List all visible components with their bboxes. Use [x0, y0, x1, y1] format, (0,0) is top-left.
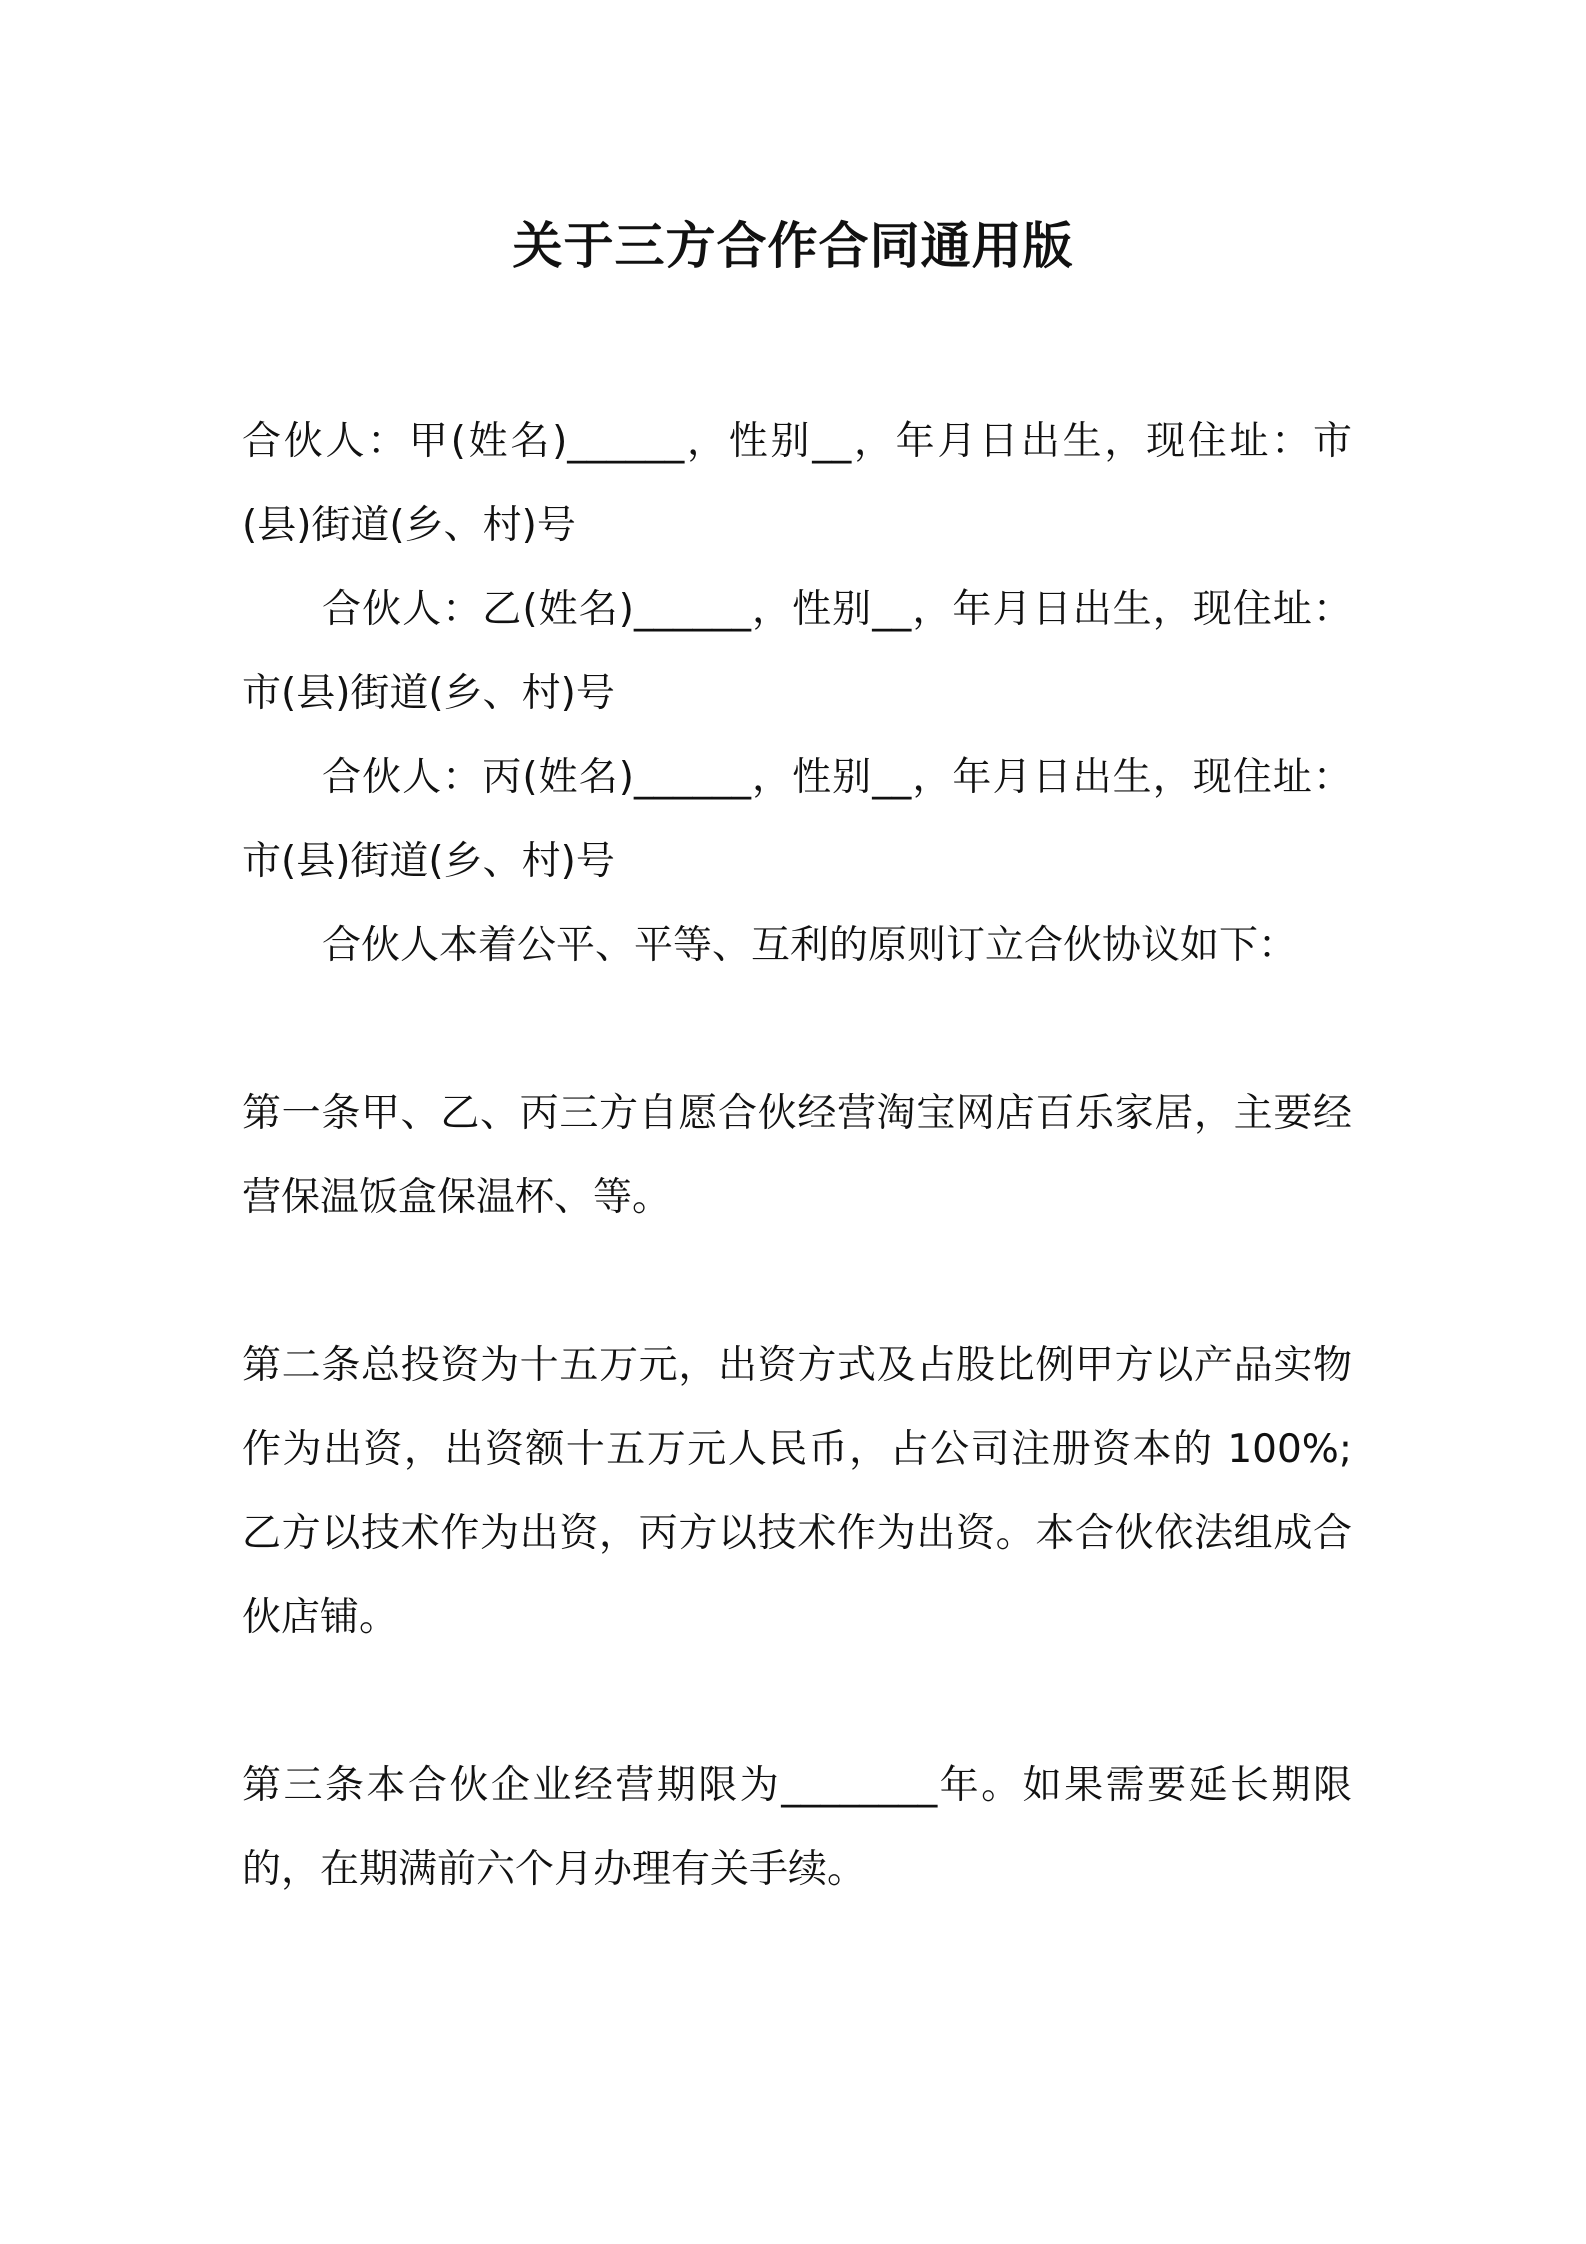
partner-a-paragraph: 合伙人：甲(姓名)______，性别__，年月日出生，现住址：市(县)街道(乡、村)号 [242, 419, 1352, 548]
paragraph-spacer [242, 1240, 1352, 1324]
paragraph-spacer [242, 988, 1352, 1072]
agreement-intro-paragraph: 合伙人本着公平、平等、互利的原则订立合伙协议如下： [322, 923, 1298, 968]
document-title: 关于三方合作合同通用版 [512, 217, 1074, 275]
article-2-paragraph: 第二条总投资为十五万元，出资方式及占股比例甲方以产品实物作为出资，出资额十五万元人民币，占公司注册资本的 100%;乙方以技术作为出资，丙方以技术作为出资。本合伙依法组成合伙店铺。 [242, 1343, 1352, 1640]
partner-b-paragraph: 合伙人：乙(姓名)______，性别__，年月日出生，现住址：市(县)街道(乡、村)号 [242, 587, 1352, 716]
partner-c-paragraph: 合伙人：丙(姓名)______，性别__，年月日出生，现住址：市(县)街道(乡、村)号 [242, 755, 1352, 884]
article-3-paragraph: 第三条本合伙企业经营期限为________年。如果需要延长期限的，在期满前六个月办理有关手续。 [242, 1763, 1352, 1892]
paragraph-spacer [242, 1660, 1352, 1744]
document-body [242, 400, 1352, 1912]
article-1-paragraph: 第一条甲、乙、丙三方自愿合伙经营淘宝网店百乐家居，主要经营保温饭盒保温杯、等。 [242, 1091, 1352, 1220]
